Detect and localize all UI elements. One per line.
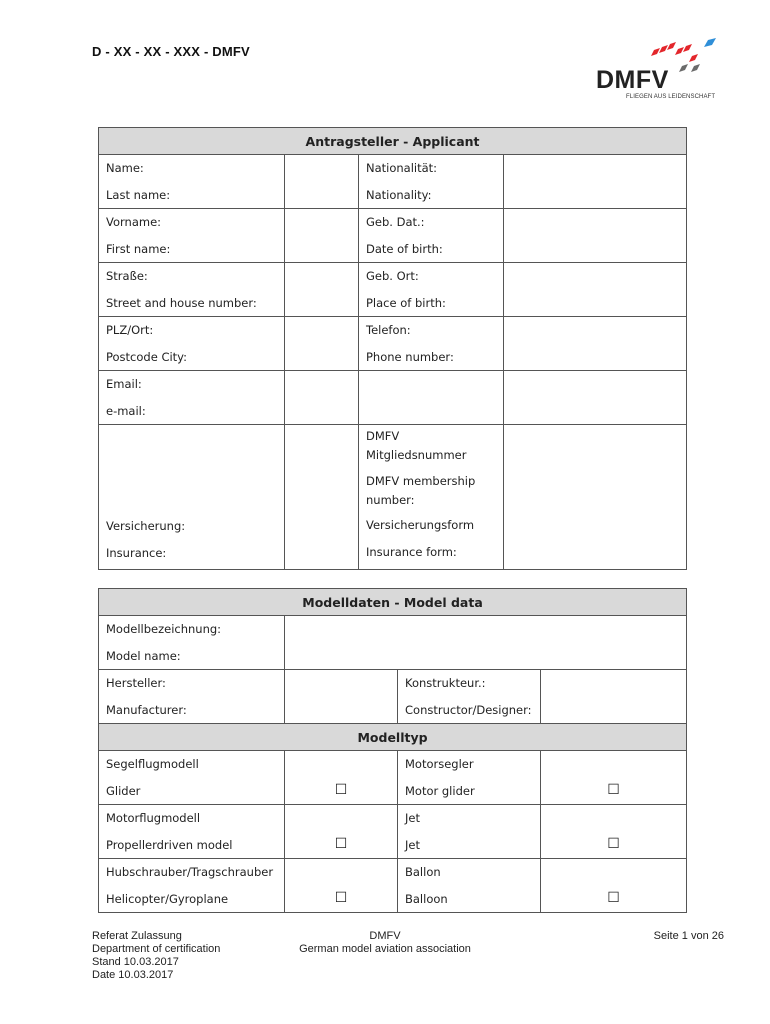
email-label: Email: e-mail: [99,371,285,425]
model-section-title: Modelldaten - Model data [99,589,687,616]
jet-checkbox[interactable]: ☐ [541,805,687,859]
jet-label: Jet Jet [398,805,541,859]
insurance-form-label: Versicherungsform Insurance form: [366,518,475,559]
model-name-label: Modellbezeichnung: Model name: [99,616,285,670]
glider-checkbox[interactable]: ☐ [285,751,398,805]
manufacturer-label: Hersteller: Manufacturer: [99,670,285,724]
membership-insurance-labels [359,425,504,570]
place-of-birth-field[interactable] [504,263,687,317]
email-field[interactable] [285,371,359,425]
applicant-section-title: Antragsteller - Applicant [99,128,687,155]
logo-wordmark: DMFV [596,66,669,94]
postcode-city-field[interactable] [285,317,359,371]
email-field-extra[interactable] [359,371,504,425]
street-label: Straße: Street and house number: [99,263,285,317]
constructor-field[interactable] [541,670,687,724]
footer-date: Date 10.03.2017 [92,969,174,981]
membership-number-field[interactable] [504,425,687,570]
model-name-field[interactable] [285,616,687,670]
model-table [98,588,687,913]
insurance-label: Versicherung: Insurance: [99,425,285,570]
footer-left [92,930,220,982]
date-of-birth-label: Geb. Dat.: Date of birth: [359,209,504,263]
document-id: D - XX - XX - XXX - DMFV [92,44,250,59]
first-name-label: Vorname: First name: [99,209,285,263]
footer-department-de: Referat Zulassung [92,930,182,942]
last-name-field[interactable] [285,155,359,209]
postcode-city-label: PLZ/Ort: Postcode City: [99,317,285,371]
membership-label-de: DMFV Mitgliedsnummer [366,429,467,462]
phone-field[interactable] [504,317,687,371]
constructor-label: Konstrukteur.: Constructor/Designer: [398,670,541,724]
motor-glider-checkbox[interactable]: ☐ [541,751,687,805]
footer-department-en: Department of certification [92,943,221,955]
helicopter-label: Hubschrauber/Tragschrauber Helicopter/Gyroplane [99,859,285,913]
manufacturer-field[interactable] [285,670,398,724]
dmfv-logo [596,36,726,106]
footer-org-long: German model aviation association [299,943,471,955]
applicant-table [98,127,687,570]
phone-label: Telefon: Phone number: [359,317,504,371]
footer-center [292,930,478,956]
nationality-field[interactable] [504,155,687,209]
balloon-checkbox[interactable]: ☐ [541,859,687,913]
propeller-model-label: Motorflugmodell Propellerdriven model [99,805,285,859]
date-of-birth-field[interactable] [504,209,687,263]
last-name-label: Name: Last name: [99,155,285,209]
street-field[interactable] [285,263,359,317]
email-field-extra-2[interactable] [504,371,687,425]
first-name-field[interactable] [285,209,359,263]
insurance-field[interactable] [285,425,359,570]
footer-stand: Stand 10.03.2017 [92,956,179,968]
balloon-label: Ballon Balloon [398,859,541,913]
model-type-title: Modelltyp [99,724,687,751]
place-of-birth-label: Geb. Ort: Place of birth: [359,263,504,317]
glider-label: Segelflugmodell Glider [99,751,285,805]
footer-page-number: Seite 1 von 26 [653,930,724,942]
motor-glider-label: Motorsegler Motor glider [398,751,541,805]
membership-label-en: DMFV membership number: [366,474,476,507]
nationality-label: Nationalität: Nationality: [359,155,504,209]
helicopter-checkbox[interactable]: ☐ [285,859,398,913]
logo-tagline: FLIEGEN AUS LEIDENSCHAFT [626,94,716,100]
propeller-model-checkbox[interactable]: ☐ [285,805,398,859]
footer-org-short: DMFV [369,930,401,942]
